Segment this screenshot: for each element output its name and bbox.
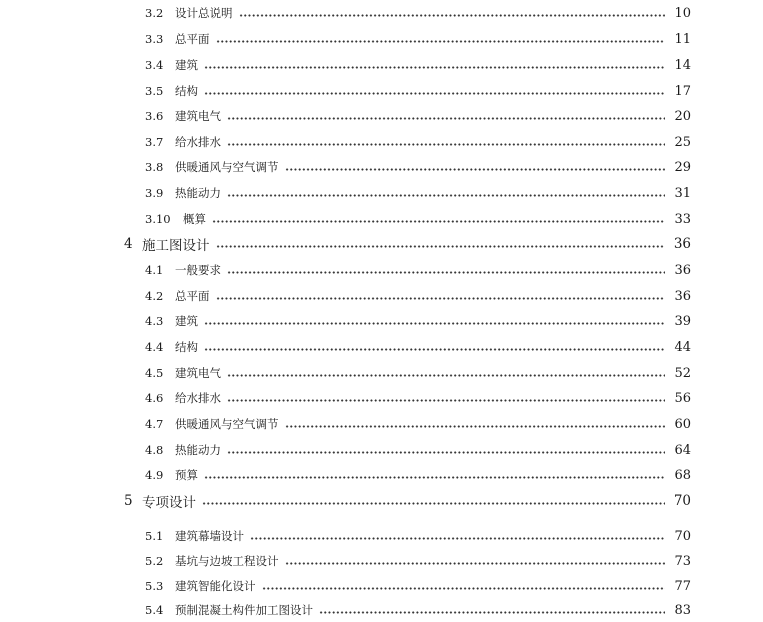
section-number: 4.5 [145, 366, 164, 380]
dot-leader [204, 66, 665, 69]
section-number: 5.4 [145, 603, 164, 617]
dot-leader [204, 348, 665, 351]
toc-entry[interactable] [145, 181, 691, 205]
section-title: 热能动力 [175, 443, 221, 457]
section-number: 3.7 [145, 135, 164, 149]
page-number: 36 [674, 262, 691, 278]
toc-entry[interactable] [145, 155, 691, 179]
section-title: 基坑与边坡工程设计 [175, 554, 279, 568]
section-title: 结构 [175, 340, 198, 354]
dot-leader [216, 297, 666, 300]
page-number: 20 [674, 108, 691, 124]
toc-entry[interactable] [145, 258, 691, 282]
section-title: 给水排水 [175, 391, 221, 405]
toc-entry[interactable] [145, 335, 691, 359]
dot-leader [227, 194, 665, 197]
section-number: 4.1 [145, 263, 164, 277]
toc-entry[interactable] [145, 412, 691, 436]
dot-leader [319, 611, 665, 614]
section-title: 建筑电气 [175, 366, 221, 380]
toc-entry[interactable] [145, 386, 691, 410]
page-number: 33 [674, 211, 691, 227]
dot-leader [216, 245, 666, 248]
toc-entry[interactable] [145, 598, 691, 622]
toc-entry[interactable] [145, 549, 691, 573]
section-title: 总平面 [175, 32, 210, 46]
section-number: 5.1 [145, 529, 164, 543]
section-number: 3.4 [145, 58, 164, 72]
dot-leader [202, 502, 665, 505]
page-number: 11 [674, 31, 691, 47]
chapter-number: 5 [124, 493, 133, 509]
dot-leader [212, 220, 665, 223]
section-number: 4.6 [145, 391, 164, 405]
page-number: 44 [674, 339, 691, 355]
page-number: 17 [674, 83, 691, 99]
page-number: 25 [674, 134, 691, 150]
section-title: 给水排水 [175, 135, 221, 149]
toc-entry[interactable] [145, 53, 691, 77]
section-number: 4.8 [145, 443, 164, 457]
dot-leader [239, 14, 666, 17]
section-title: 设计总说明 [175, 6, 233, 20]
dot-leader [285, 425, 666, 428]
page-number: 36 [673, 236, 691, 252]
section-number: 4.2 [145, 289, 164, 303]
section-title: 热能动力 [175, 186, 221, 200]
page-number: 31 [674, 185, 691, 201]
page-number: 14 [674, 57, 691, 73]
dot-leader [250, 537, 665, 540]
toc-entry[interactable] [145, 309, 691, 333]
toc-entry[interactable] [145, 463, 691, 487]
section-title: 总平面 [175, 289, 210, 303]
toc-entry[interactable] [145, 438, 691, 462]
section-title: 建筑电气 [175, 109, 221, 123]
section-title: 建筑 [175, 58, 198, 72]
dot-leader [204, 322, 665, 325]
section-number: 4.3 [145, 314, 164, 328]
section-title: 一般要求 [175, 263, 221, 277]
dot-leader [204, 92, 665, 95]
section-title: 建筑智能化设计 [175, 579, 256, 593]
toc-entry[interactable] [145, 361, 691, 385]
toc-entry[interactable] [145, 207, 691, 231]
page-number: 83 [674, 602, 691, 618]
dot-leader [262, 587, 666, 590]
chapter-number: 4 [124, 236, 133, 252]
section-title: 建筑 [175, 314, 198, 328]
dot-leader [227, 143, 665, 146]
toc-entry[interactable] [145, 284, 691, 308]
section-title: 供暖通风与空气调节 [175, 160, 279, 174]
chapter-title: 施工图设计 [142, 238, 210, 254]
page-number: 29 [674, 159, 691, 175]
toc-entry[interactable] [145, 524, 691, 548]
section-number: 4.9 [145, 468, 164, 482]
page-number: 56 [674, 390, 691, 406]
section-number: 3.10 [145, 212, 171, 226]
toc-chapter[interactable] [124, 232, 691, 256]
toc-chapter[interactable] [124, 489, 691, 513]
page-number: 68 [674, 467, 691, 483]
toc-entry[interactable] [145, 130, 691, 154]
page-number: 64 [674, 442, 691, 458]
chapter-title: 专项设计 [142, 495, 196, 511]
toc-entry[interactable] [145, 27, 691, 51]
section-number: 3.5 [145, 84, 164, 98]
toc-entry[interactable] [145, 574, 691, 598]
dot-leader [285, 168, 666, 171]
section-number: 3.9 [145, 186, 164, 200]
section-title: 预制混凝土构件加工图设计 [175, 603, 313, 617]
section-number: 4.4 [145, 340, 164, 354]
toc-entry[interactable] [145, 1, 691, 25]
dot-leader [227, 271, 665, 274]
section-number: 3.3 [145, 32, 164, 46]
page-number: 73 [674, 553, 691, 569]
section-number: 3.2 [145, 6, 164, 20]
dot-leader [227, 374, 665, 377]
dot-leader [227, 399, 665, 402]
dot-leader [216, 40, 666, 43]
toc-entry[interactable] [145, 104, 691, 128]
section-title: 概算 [183, 212, 206, 226]
dot-leader [227, 117, 665, 120]
section-title: 预算 [175, 468, 198, 482]
page-number: 70 [674, 528, 691, 544]
page-number: 60 [674, 416, 691, 432]
section-title: 供暖通风与空气调节 [175, 417, 279, 431]
section-number: 5.2 [145, 554, 164, 568]
dot-leader [204, 476, 665, 479]
section-title: 结构 [175, 84, 198, 98]
page-number: 36 [674, 288, 691, 304]
dot-leader [285, 562, 666, 565]
section-title: 建筑幕墙设计 [175, 529, 244, 543]
dot-leader [227, 451, 665, 454]
section-number: 5.3 [145, 579, 164, 593]
section-number: 4.7 [145, 417, 164, 431]
section-number: 3.6 [145, 109, 164, 123]
page-number: 10 [674, 5, 691, 21]
page-number: 52 [674, 365, 691, 381]
page-number: 77 [674, 578, 691, 594]
page-number: 39 [674, 313, 691, 329]
section-number: 3.8 [145, 160, 164, 174]
toc-entry[interactable] [145, 79, 691, 103]
page-number: 70 [673, 493, 691, 509]
